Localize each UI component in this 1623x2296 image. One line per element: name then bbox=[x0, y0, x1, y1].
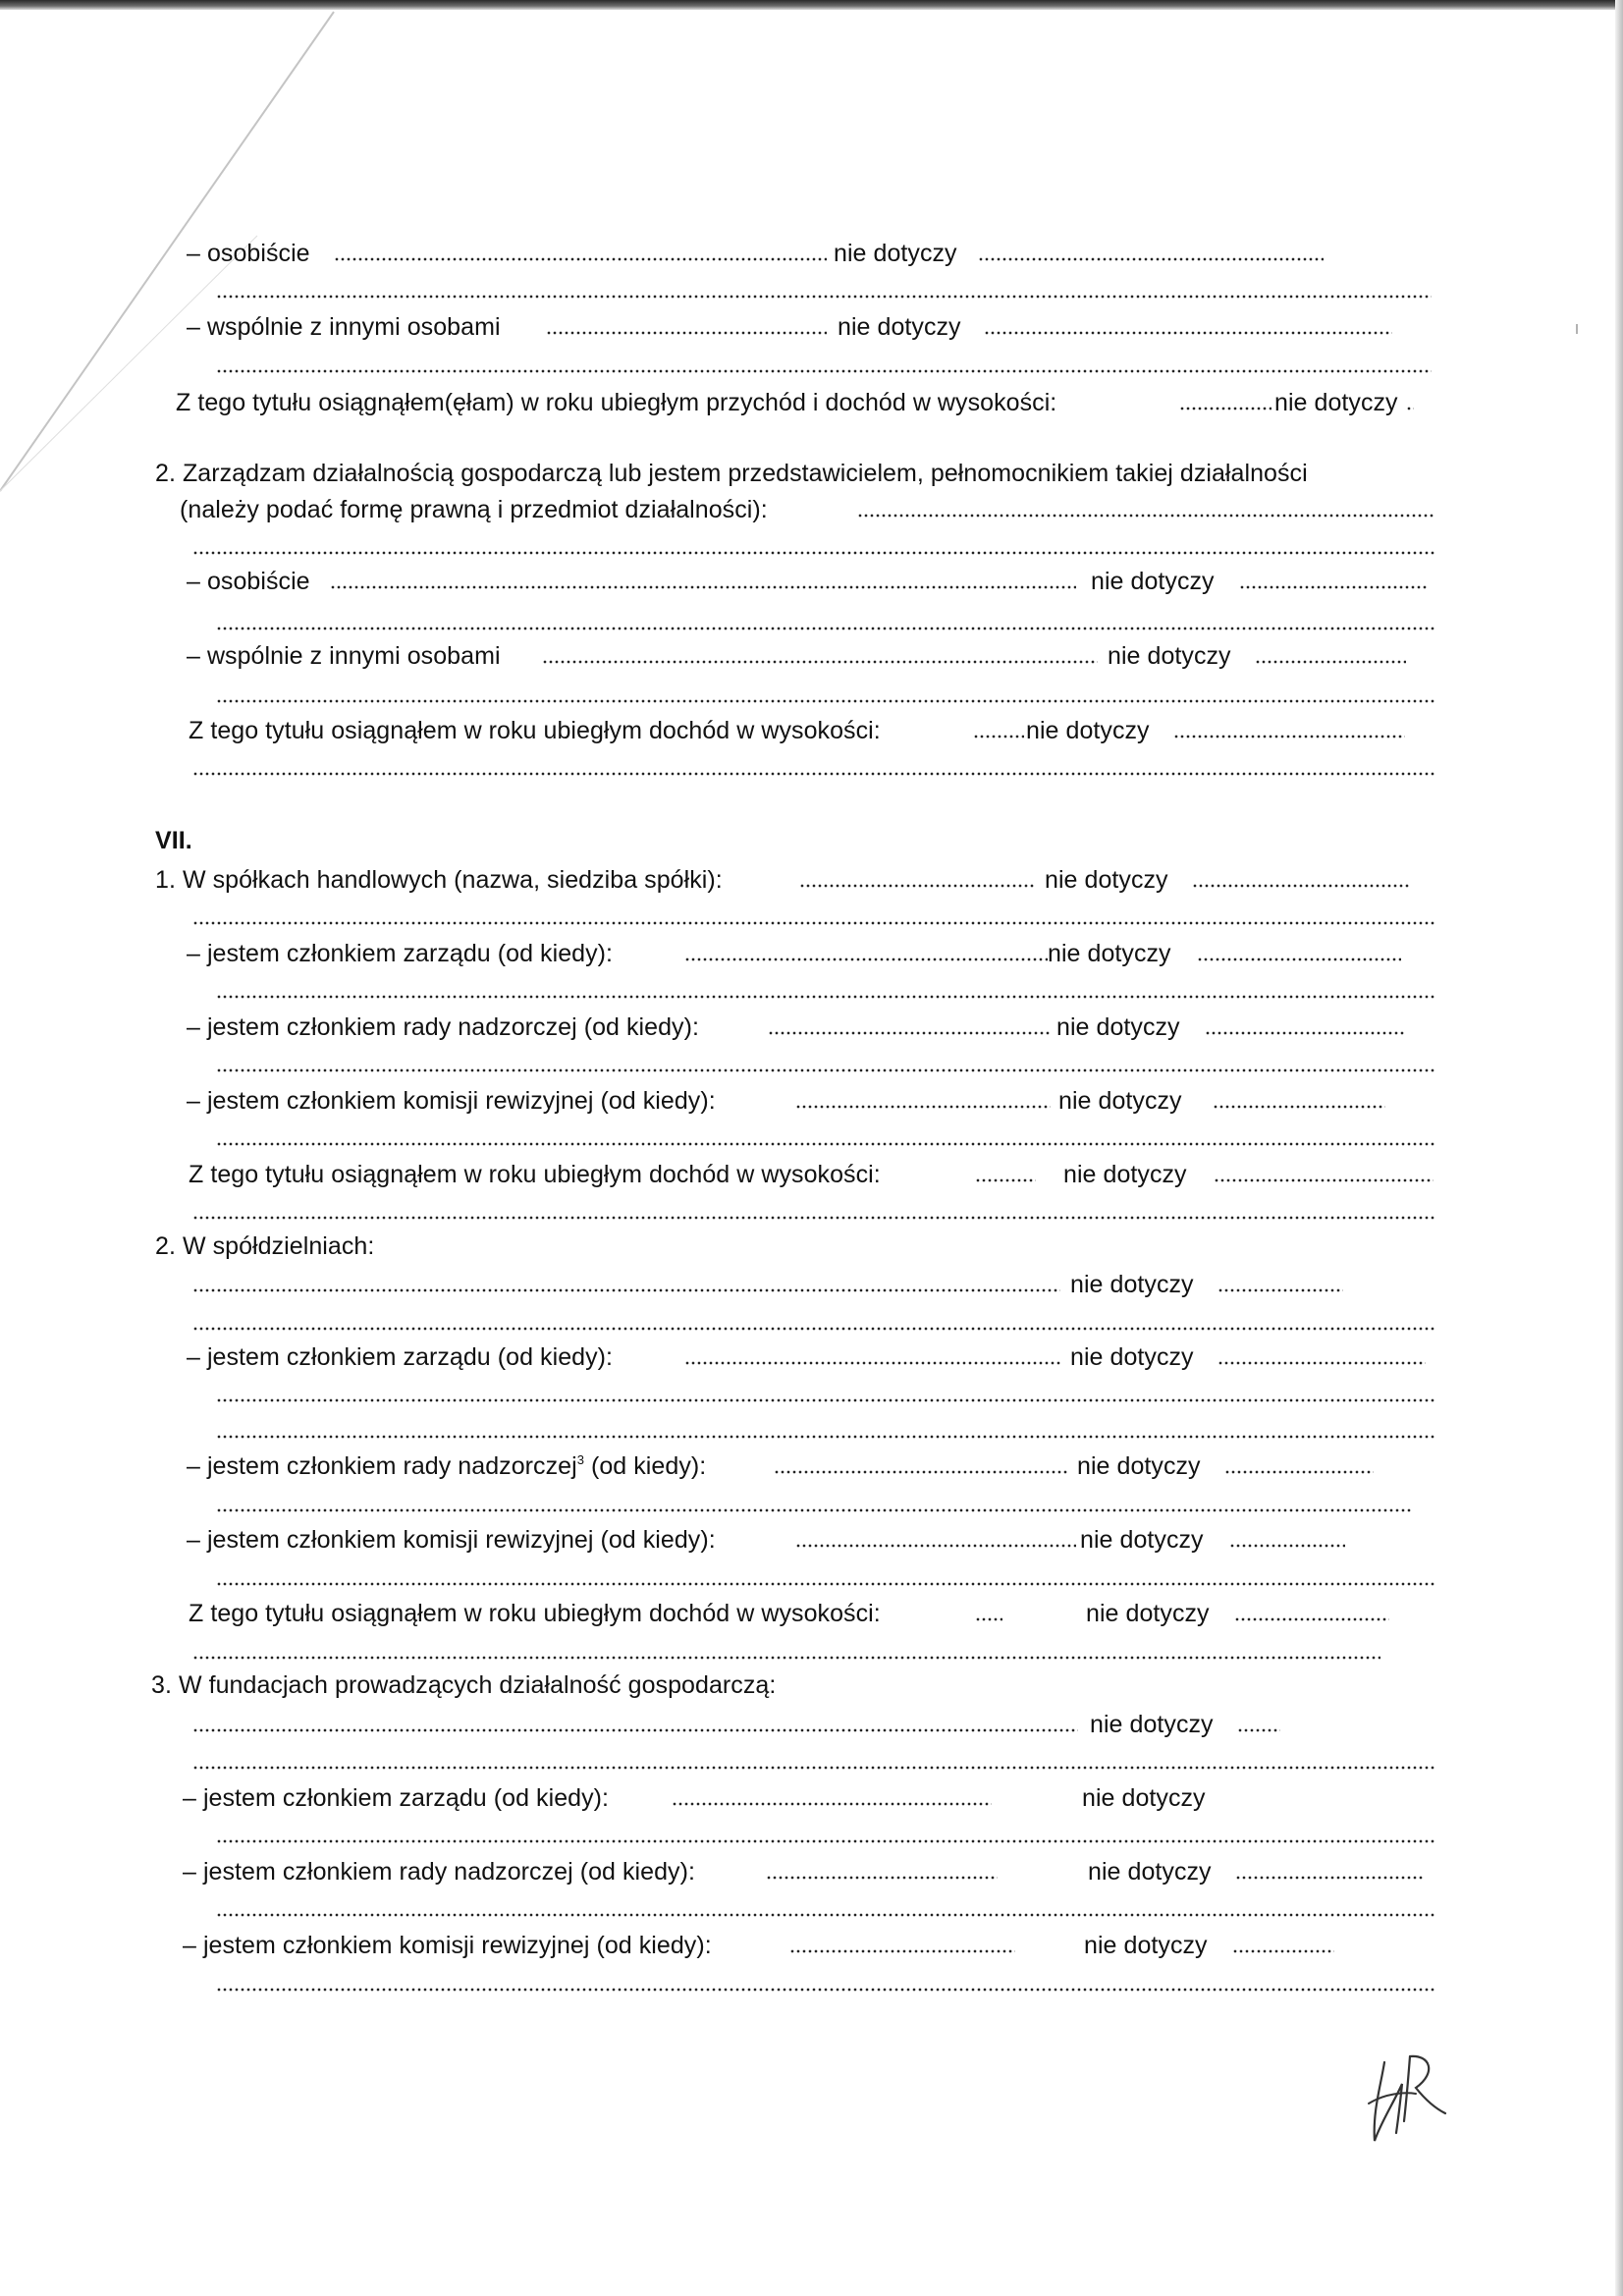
footnote-marker: 3 bbox=[576, 1451, 584, 1467]
fill-line bbox=[1406, 407, 1414, 410]
zarzad-label-2: – jestem członkiem zarządu (od kiedy): bbox=[187, 1343, 614, 1371]
not-applicable-value: nie dotyczy bbox=[1082, 1784, 1206, 1812]
fill-line bbox=[1179, 407, 1271, 410]
fill-line bbox=[1224, 1470, 1374, 1474]
wspolnie-label-2: – wspólnie z innymi osobami bbox=[187, 642, 501, 670]
fill-line bbox=[1234, 1617, 1389, 1621]
not-applicable-value: nie dotyczy bbox=[1026, 717, 1150, 744]
fill-line bbox=[192, 1327, 1434, 1331]
income-label-3: Z tego tytułu osiągnąłem w roku ubiegłym dochód w wysokości: bbox=[189, 1600, 881, 1627]
fill-line bbox=[216, 1398, 1434, 1402]
komisja-label-2: – jestem członkiem komisji rewizyjnej (od kiedy): bbox=[187, 1526, 716, 1554]
income-label-2: Z tego tytułu osiągnąłem w roku ubiegłym dochód w wysokości: bbox=[189, 1161, 881, 1188]
not-applicable-value: nie dotyczy bbox=[1080, 1526, 1204, 1554]
fill-line bbox=[192, 1288, 1060, 1292]
not-applicable-value: nie dotyczy bbox=[834, 240, 957, 267]
not-applicable-value: nie dotyczy bbox=[1084, 1932, 1208, 1959]
zarzad-label-1: – jestem członkiem zarządu (od kiedy): bbox=[187, 940, 614, 967]
income-received-label: Z tego tytułu osiągnąłem(ęłam) w roku ubiegłym przychód i dochód w wysokości: bbox=[176, 389, 1057, 416]
fill-line bbox=[330, 585, 1076, 589]
fill-line bbox=[216, 627, 1434, 630]
not-applicable-value: nie dotyczy bbox=[1108, 642, 1231, 670]
fill-line bbox=[192, 1656, 1380, 1660]
fill-line bbox=[546, 331, 827, 335]
fill-line bbox=[975, 1617, 1002, 1621]
osobiscie-label-2: – osobiście bbox=[187, 568, 310, 595]
fill-line bbox=[766, 1876, 998, 1880]
not-applicable-value: nie dotyczy bbox=[1058, 1087, 1182, 1115]
not-applicable-value: nie dotyczy bbox=[1045, 866, 1168, 894]
fill-line bbox=[192, 772, 1434, 776]
fill-line bbox=[1205, 1031, 1405, 1035]
osobiscie-label-1: – osobiście bbox=[187, 240, 310, 267]
fill-line bbox=[192, 1728, 1078, 1732]
income-label-1: Z tego tytułu osiągnąłem w roku ubiegłym dochód w wysokości: bbox=[189, 717, 881, 744]
fill-line bbox=[334, 257, 827, 261]
fill-line bbox=[768, 1031, 1050, 1035]
fill-line bbox=[216, 995, 1434, 999]
fill-line bbox=[857, 514, 1434, 518]
fill-line bbox=[216, 1839, 1434, 1843]
fill-line bbox=[1214, 1178, 1434, 1182]
fill-line bbox=[216, 1142, 1434, 1146]
fill-line bbox=[684, 1361, 1061, 1365]
fill-line bbox=[216, 1988, 1434, 1992]
not-applicable-value: nie dotyczy bbox=[1077, 1452, 1201, 1480]
komisja-label-3: – jestem członkiem komisji rewizyjnej (od kiedy): bbox=[183, 1932, 712, 1959]
fill-line bbox=[542, 660, 1098, 664]
fill-line bbox=[216, 1508, 1411, 1512]
not-applicable-value: nie dotyczy bbox=[1086, 1600, 1210, 1627]
fill-line bbox=[192, 551, 1434, 555]
section-vii-heading: VII. bbox=[155, 827, 192, 854]
fill-line bbox=[684, 957, 1048, 961]
not-applicable-value: nie dotyczy bbox=[1274, 389, 1398, 416]
not-applicable-value: nie dotyczy bbox=[1063, 1161, 1187, 1188]
fill-line bbox=[1217, 1288, 1343, 1292]
fill-line bbox=[216, 1913, 1434, 1917]
not-applicable-value: nie dotyczy bbox=[1088, 1858, 1212, 1886]
fill-line bbox=[216, 1435, 1434, 1439]
rada-label-1: – jestem członkiem rady nadzorczej (od kiedy): bbox=[187, 1013, 699, 1041]
vii-item2-label: 2. W spółdzielniach: bbox=[155, 1232, 375, 1260]
fill-line bbox=[1255, 660, 1406, 664]
fill-line bbox=[216, 369, 1432, 373]
fill-line bbox=[978, 257, 1324, 261]
fill-line bbox=[216, 699, 1434, 703]
rada-label-3: – jestem członkiem rady nadzorczej (od kiedy): bbox=[183, 1858, 695, 1886]
not-applicable-value: nie dotyczy bbox=[1056, 1013, 1180, 1041]
fill-line bbox=[1235, 1876, 1424, 1880]
fill-line bbox=[216, 1068, 1434, 1072]
komisja-label-1: – jestem członkiem komisji rewizyjnej (od kiedy): bbox=[187, 1087, 716, 1115]
fill-line bbox=[1232, 1949, 1334, 1953]
handwritten-signature bbox=[1355, 2043, 1453, 2151]
fill-line bbox=[774, 1470, 1068, 1474]
not-applicable-value: nie dotyczy bbox=[1070, 1343, 1194, 1371]
fill-line bbox=[799, 884, 1035, 888]
not-applicable-value: nie dotyczy bbox=[1091, 568, 1215, 595]
wspolnie-label-1: – wspólnie z innymi osobami bbox=[187, 313, 501, 341]
not-applicable-value: nie dotyczy bbox=[1048, 940, 1171, 967]
fill-line bbox=[672, 1802, 992, 1806]
fill-line bbox=[795, 1544, 1076, 1548]
zarzad-label-3: – jestem członkiem zarządu (od kiedy): bbox=[183, 1784, 610, 1812]
rada-suffix: (od kiedy): bbox=[583, 1452, 707, 1480]
not-applicable-value: nie dotyczy bbox=[838, 313, 961, 341]
item2-line2: (należy podać formę prawną i przedmiot działalności): bbox=[180, 496, 768, 523]
fill-line bbox=[1197, 957, 1401, 961]
rada-label-2 bbox=[187, 1450, 706, 1482]
fill-line bbox=[1192, 884, 1410, 888]
fill-line bbox=[216, 1582, 1434, 1586]
fill-line bbox=[1239, 585, 1428, 589]
not-applicable-value: nie dotyczy bbox=[1070, 1271, 1194, 1298]
vii-item1-label: 1. W spółkach handlowych (nazwa, siedziba spółki): bbox=[155, 866, 723, 894]
fill-line bbox=[192, 921, 1434, 925]
vii-item3-label: 3. W fundacjach prowadzących działalność gospodarczą: bbox=[151, 1671, 777, 1699]
fill-line bbox=[192, 1216, 1434, 1220]
fill-line bbox=[973, 735, 1024, 738]
fill-line bbox=[984, 331, 1392, 335]
fill-line bbox=[216, 295, 1432, 299]
fill-line bbox=[1173, 735, 1405, 738]
item2-line1: 2. Zarządzam działalnością gospodarczą lub jestem przedstawicielem, pełnomocnikiem takiej działalności bbox=[155, 460, 1308, 487]
fill-line bbox=[192, 1766, 1434, 1770]
fill-line bbox=[789, 1949, 1015, 1953]
fill-line bbox=[795, 1105, 1051, 1109]
fill-line bbox=[1229, 1544, 1345, 1548]
fill-line bbox=[1213, 1105, 1385, 1109]
fill-line bbox=[975, 1178, 1036, 1182]
not-applicable-value: nie dotyczy bbox=[1090, 1711, 1214, 1738]
rada-prefix: – jestem członkiem rady nadzorczej bbox=[187, 1452, 577, 1480]
fill-line bbox=[1237, 1728, 1280, 1732]
fill-line bbox=[1217, 1361, 1426, 1365]
